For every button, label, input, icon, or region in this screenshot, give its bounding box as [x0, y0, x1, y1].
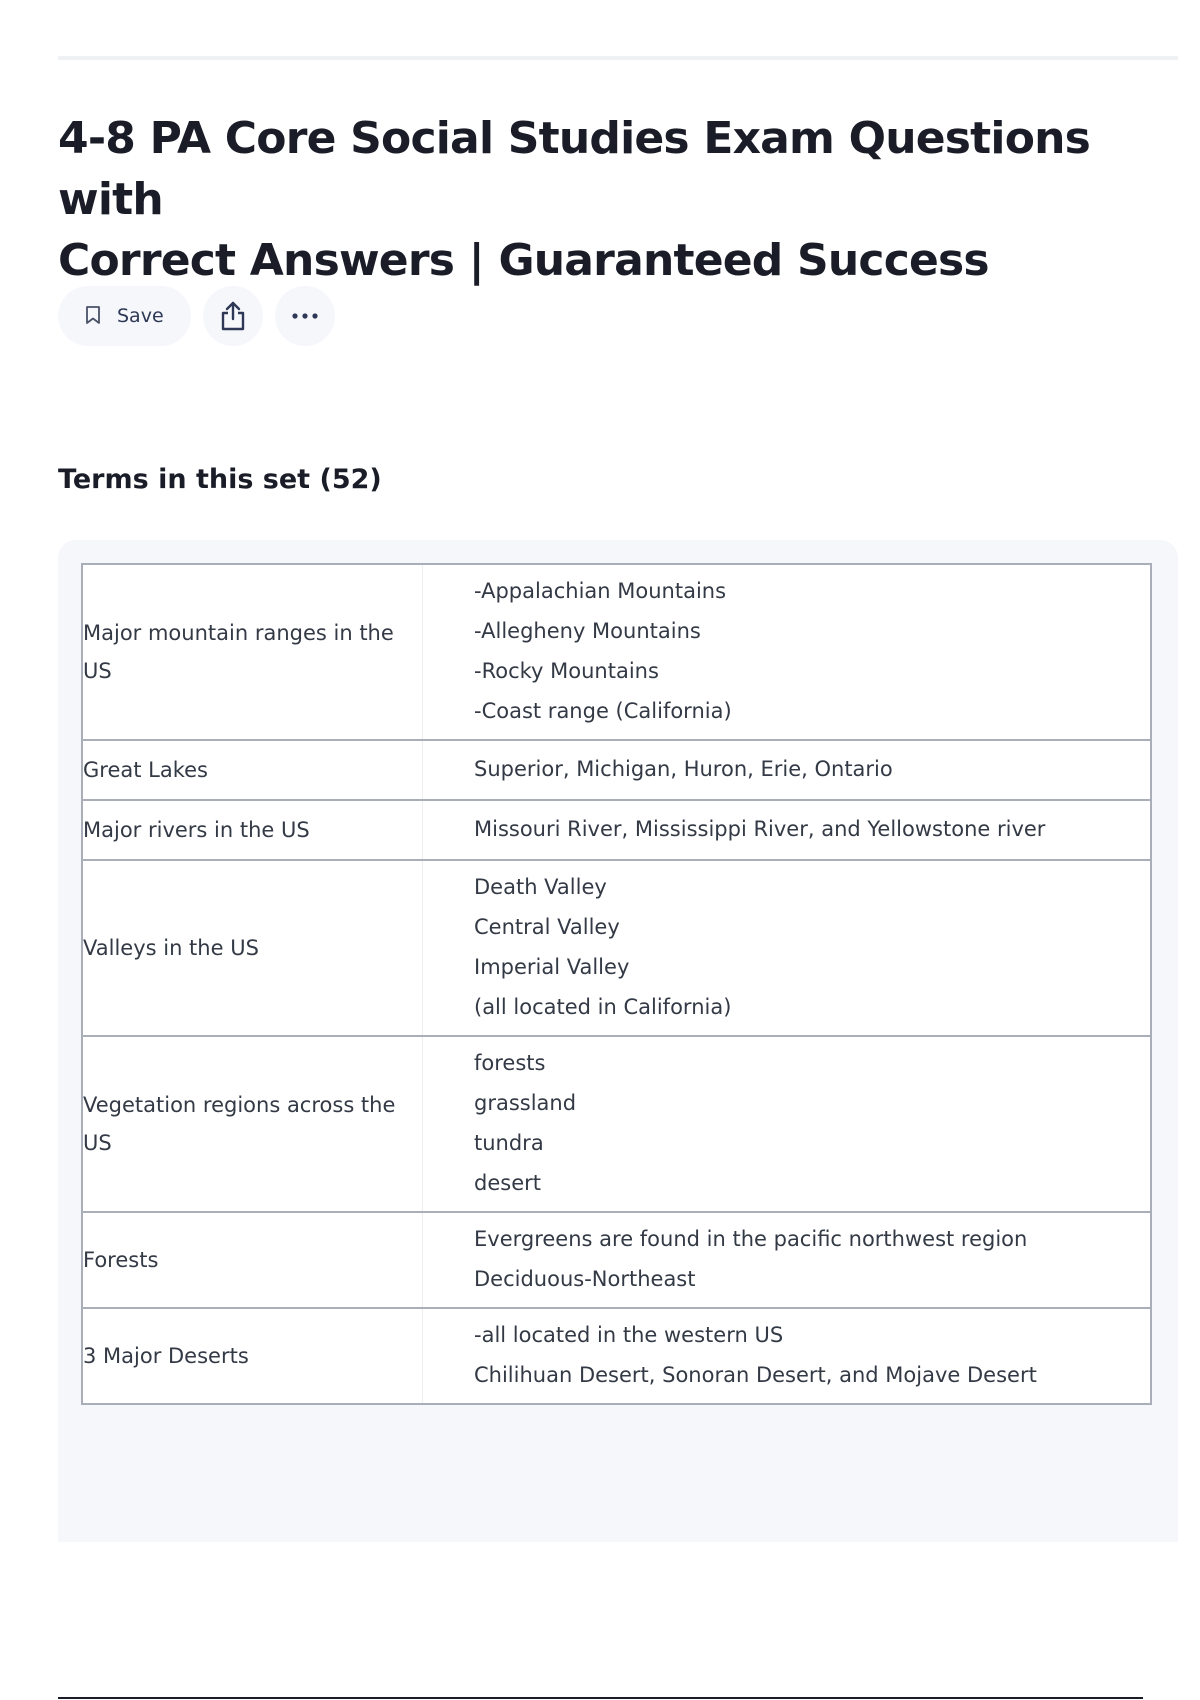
definition-cell [423, 1036, 1152, 1212]
term-cell: Major rivers in the US [82, 800, 423, 860]
term-row [82, 1308, 1151, 1404]
definition-line: Central Valley [474, 915, 620, 939]
definition-line: -Appalachian Mountains [474, 579, 727, 603]
definition-line: -all located in the western US [474, 1323, 784, 1347]
term-row [82, 1212, 1151, 1308]
definition-line: Death Valley [474, 875, 607, 899]
term-cell: 3 Major Deserts [82, 1308, 423, 1404]
terms-heading: Terms in this set (52) [58, 464, 382, 495]
definition-line: -Rocky Mountains [474, 659, 659, 683]
definition-line: desert [474, 1171, 541, 1195]
definition-cell [423, 860, 1152, 1036]
definition-line: Superior, Michigan, Huron, Erie, Ontario [474, 757, 893, 781]
term-cell: Major mountain ranges in the US [82, 564, 423, 740]
definition-line: Deciduous-Northeast [474, 1267, 696, 1291]
top-divider [58, 56, 1178, 60]
definition-line: -Allegheny Mountains [474, 619, 701, 643]
term-row [82, 800, 1151, 860]
definition-line: (all located in California) [474, 995, 732, 1019]
term-cell: Vegetation regions across the US [82, 1036, 423, 1212]
definition-line: grassland [474, 1091, 577, 1115]
definition-line: Chilihuan Desert, Sonoran Desert, and Mojave Desert [474, 1363, 1037, 1387]
terms-table-body [82, 564, 1151, 1404]
definition-cell [423, 564, 1152, 740]
term-cell: Forests [82, 1212, 423, 1308]
more-options-button[interactable] [275, 286, 335, 346]
save-button[interactable] [58, 286, 191, 346]
term-row [82, 564, 1151, 740]
page-title-line-2: Correct Answers | Guaranteed Success [58, 235, 989, 286]
definition-line: forests [474, 1051, 546, 1075]
term-row [82, 860, 1151, 1036]
definition-cell [423, 740, 1152, 800]
page-title [58, 108, 1178, 291]
definition-cell [423, 1308, 1152, 1404]
terms-table [81, 563, 1152, 1405]
definition-line: Evergreens are found in the pacific northwest region [474, 1227, 1028, 1251]
definition-line: tundra [474, 1131, 544, 1155]
bottom-rule [58, 1697, 1143, 1699]
term-cell: Great Lakes [82, 740, 423, 800]
term-row [82, 1036, 1151, 1212]
definition-cell [423, 800, 1152, 860]
definition-line: Imperial Valley [474, 955, 630, 979]
terms-panel [58, 540, 1178, 1542]
share-button[interactable] [203, 286, 263, 346]
term-cell: Valleys in the US [82, 860, 423, 1036]
action-bar [58, 286, 335, 346]
definition-line: -Coast range (California) [474, 699, 732, 723]
definition-line: Missouri River, Mississippi River, and Yellowstone river [474, 817, 1046, 841]
term-row [82, 740, 1151, 800]
share-icon [219, 300, 247, 332]
page-title-line-1: 4-8 PA Core Social Studies Exam Questions with [58, 113, 1091, 225]
save-label: Save [117, 305, 164, 327]
definition-cell [423, 1212, 1152, 1308]
bookmark-icon [85, 305, 105, 327]
more-options-icon [291, 312, 319, 320]
